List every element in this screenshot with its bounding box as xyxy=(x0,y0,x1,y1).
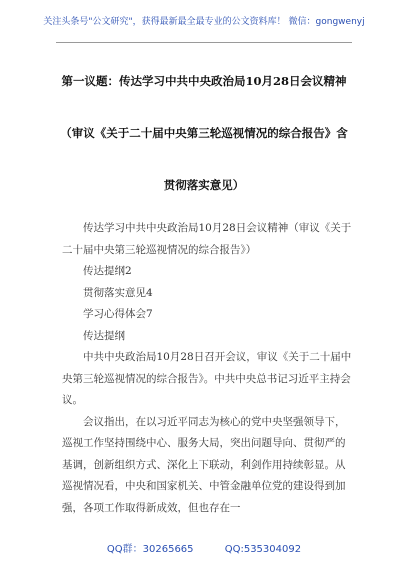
toc-item-reflection: 学习心得体会7 xyxy=(83,308,153,320)
paragraph-meeting: 中共中央政治局10月28日召开会议，审议《关于二十届中央第三轮巡视情况的综合报告》。中共中央总书记习近平主持会议。 xyxy=(62,351,352,406)
paragraph-intro: 传达学习中共中央政治局10月28日会议精神（审议《关于二十届中央第三轮巡视情况的综合报告》） xyxy=(62,222,352,256)
toc-item-outline: 传达提纲2 xyxy=(83,265,132,277)
paragraph-meeting-points: 会议指出，在以习近平同志为核心的党中央坚强领导下，巡视工作坚持围绕中心、服务大局，突出问题导向、贯彻严的基调，创新组织方式、深化上下联动，利剑作用持续彰显。从巡视情况看，中央和国家机关、中管金融单位党的建设得到加强，各项工作取得新成效，但也存在一 xyxy=(62,415,346,514)
footer xyxy=(0,540,408,555)
document-title: 第一议题：传达学习中共中央政治局10月28日会议精神 xyxy=(61,74,347,88)
section-heading-outline: 传达提纲 xyxy=(83,329,125,342)
header-note: 关注头条号"公文研究"，获得最新最全最专业的公文资料库！ 微信：gongwenyj xyxy=(43,17,365,27)
footer-qq: QQ:535304092 xyxy=(224,544,302,555)
document-subtitle: （审议《关于二十届中央第三轮巡视情况的综合报告》含 xyxy=(60,126,348,140)
document-body xyxy=(62,218,352,519)
header-divider xyxy=(56,42,352,43)
document-subtitle-cont: 贯彻落实意见） xyxy=(163,178,245,192)
toc-item-implementation: 贯彻落实意见4 xyxy=(83,286,153,299)
footer-qq-group: QQ群：30265665 xyxy=(106,544,194,555)
